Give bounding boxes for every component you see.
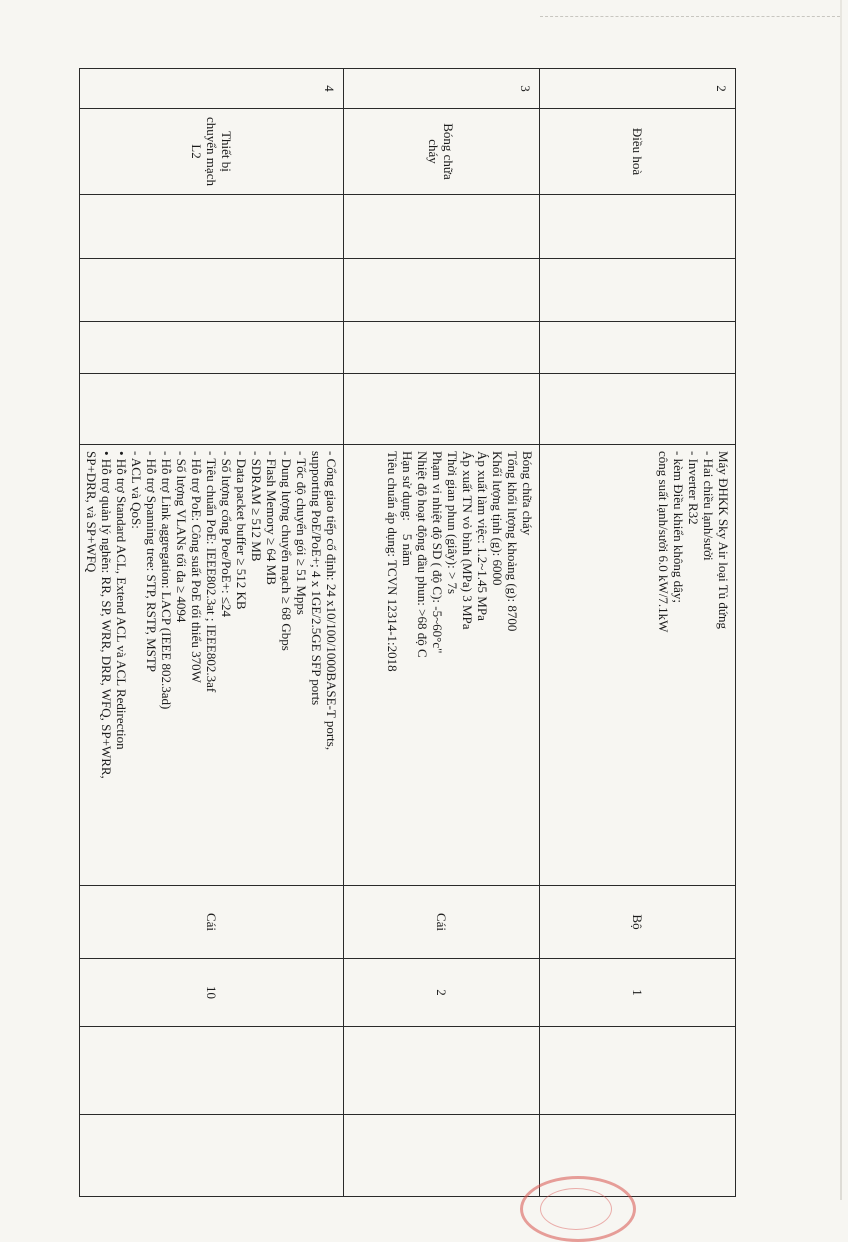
empty-cell	[80, 1115, 344, 1197]
spec-line: supporting PoE/PoE+; 4 x 1GE/2.5GE SFP ports	[309, 451, 324, 706]
spec-line: Áp xuất TN vỏ bình (MPa) 3 MPa	[460, 451, 475, 630]
scan-edge-right	[840, 0, 842, 1200]
spec-line: công suất lạnh/sưởi 6.0 kW/7.1kW	[656, 451, 671, 633]
quantity-cell: 2	[344, 959, 540, 1027]
spec-line: - kèm Điều khiển không dây;	[671, 451, 686, 603]
table-row	[344, 69, 540, 1197]
row-number-cell: 4	[80, 69, 344, 109]
empty-cell	[80, 322, 344, 374]
spec-line: Phạm vi nhiệt độ SD ( độ C): -5~60°c"	[430, 451, 445, 654]
spec-line: Áp xuất làm việc: 1.2~1.45 MPa	[475, 451, 490, 621]
empty-cell	[80, 374, 344, 445]
spec-line: Bóng chữa cháy	[520, 451, 535, 536]
spec-line: SP+DRR, và SP+WFQ	[84, 451, 99, 573]
empty-cell	[344, 374, 540, 445]
spec-line: • Hỗ trợ Standard ACL, Extend ACL và ACL Redirection	[114, 451, 129, 750]
spec-line: Thời gian phun (giây): > 7s	[445, 451, 460, 595]
spec-line: - Hỗ trợ Link aggregation: LACP (IEEE 802.3ad)	[159, 451, 174, 710]
empty-cell	[80, 259, 344, 322]
empty-cell	[540, 322, 736, 374]
empty-cell	[344, 1027, 540, 1115]
item-name-cell: Điều hoà	[540, 109, 736, 195]
spec-line: - Số lượng VLANs tối đa ≥ 4094	[174, 451, 189, 623]
spec-line: - Cổng giao tiếp cố định: 24 x10/100/1000BASE-T ports,	[324, 451, 339, 751]
red-seal-stamp-inner	[540, 1188, 612, 1230]
empty-cell	[344, 195, 540, 259]
row-number-cell: 3	[344, 69, 540, 109]
spec-line: - Tốc độ chuyển gói ≥ 51 Mpps	[294, 451, 309, 615]
spec-line: Khối lượng tịnh (g): 6000	[490, 451, 505, 586]
equipment-table	[79, 68, 736, 1197]
spec-line: Máy ĐHKK Sky Air loại Tủ đứng	[716, 451, 731, 629]
spec-line: - Số lượng cổng Poe/PoE+: ≤24	[219, 451, 234, 617]
spec-line: Tổng khối lượng khoảng (g): 8700	[505, 451, 520, 632]
spec-line: Hạn sử dụng: 5 năm	[400, 451, 415, 567]
empty-cell	[540, 195, 736, 259]
spec-line: - Hỗ trợ PoE: Công suất PoE tối thiểu 370W	[189, 451, 204, 683]
quantity-cell: 1	[540, 959, 736, 1027]
scan-edge-top	[540, 16, 840, 18]
empty-cell	[80, 1027, 344, 1115]
spec-line: Nhiệt độ hoạt động đầu phun: >68 độ C	[415, 451, 430, 658]
table-body	[80, 69, 736, 1197]
specification-cell	[540, 445, 736, 886]
spec-line: • Hỗ trợ quản lý nghẽn: RR, SP, WRR, DRR, WFQ, SP+WRR,	[99, 451, 114, 779]
unit-cell: Cái	[80, 886, 344, 959]
rotated-page	[84, 68, 736, 1196]
spec-line: - Flash Memory ≥ 64 MB	[264, 451, 279, 585]
empty-cell	[344, 322, 540, 374]
spec-line: - SDRAM ≥ 512 MB	[249, 451, 264, 562]
item-name-cell: Thiết bị chuyển mạch L2	[80, 109, 344, 195]
specification-cell	[344, 445, 540, 886]
spec-line: - Hỗ trợ Spanning tree: STP, RSTP, MSTP	[144, 451, 159, 673]
empty-cell	[540, 1027, 736, 1115]
empty-cell	[344, 1115, 540, 1197]
table-row	[540, 69, 736, 1197]
spec-line: - Hai chiều lạnh/sưởi	[701, 451, 716, 561]
spec-line: Tiêu chuẩn áp dụng: TCVN 12314-1:2018	[385, 451, 400, 672]
spec-line: - Dung lượng chuyển mạch ≥ 68 Gbps	[279, 451, 294, 651]
empty-cell	[80, 195, 344, 259]
quantity-cell: 10	[80, 959, 344, 1027]
spec-line: - Data packet buffer ≥ 512 KB	[234, 451, 249, 610]
empty-cell	[540, 374, 736, 445]
empty-cell	[344, 259, 540, 322]
unit-cell: Bộ	[540, 886, 736, 959]
specification-cell	[80, 445, 344, 886]
spec-line: - Tiêu chuẩn PoE: IEEE802.3at ; IEEE802.3af	[204, 451, 219, 693]
table-row	[80, 69, 344, 1197]
item-name-cell: Bóng chữa cháy	[344, 109, 540, 195]
unit-cell: Cái	[344, 886, 540, 959]
spec-line: - ACL và QoS:	[129, 451, 144, 529]
spec-line: - Inverter R32	[686, 451, 701, 525]
empty-cell	[540, 259, 736, 322]
row-number-cell: 2	[540, 69, 736, 109]
